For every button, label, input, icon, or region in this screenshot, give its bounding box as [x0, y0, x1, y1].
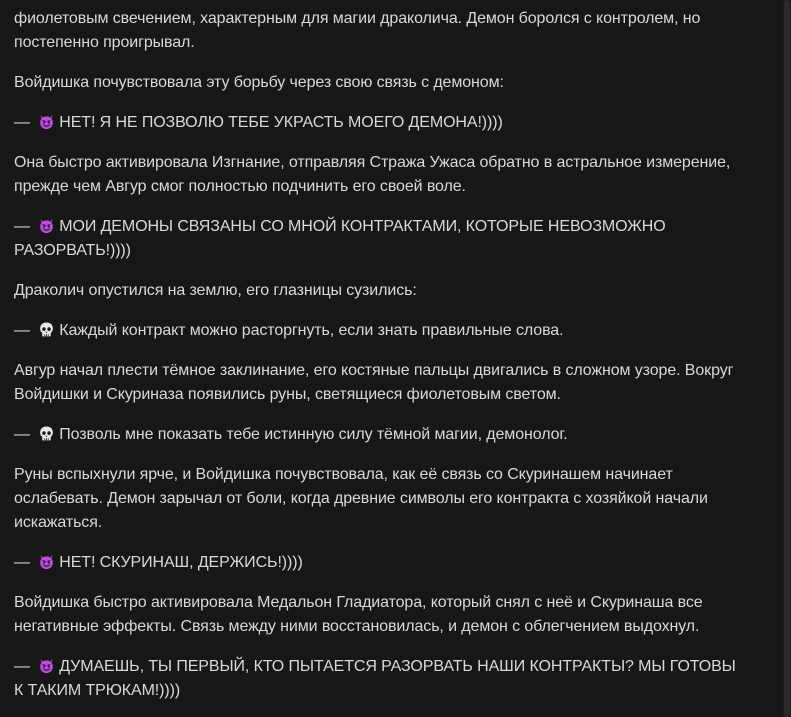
- em-dash: —: [14, 554, 35, 571]
- skull-emoji-icon: [38, 425, 55, 442]
- speech-text: Позволь мне показать тебе истинную силу тёмной магии, демонолог.: [59, 426, 568, 443]
- paragraph-text: Драколич опустился на землю, его глазницы сузились:: [14, 282, 417, 299]
- smiling-devil-emoji-icon: [38, 553, 55, 570]
- smiling-devil-emoji-icon: [38, 657, 55, 674]
- em-dash: —: [14, 114, 35, 131]
- paragraph-4: [14, 151, 749, 199]
- message-content: [14, 7, 749, 717]
- speech-line-3: [14, 319, 749, 343]
- em-dash: —: [14, 218, 35, 235]
- paragraph-6: [14, 279, 749, 303]
- speech-line-1: [14, 111, 749, 135]
- em-dash: —: [14, 322, 35, 339]
- scrollbar[interactable]: [783, 0, 791, 717]
- speech-line-4: [14, 423, 749, 447]
- speech-text: ДУМАЕШЬ, ТЫ ПЕРВЫЙ, КТО ПЫТАЕТСЯ РАЗОРВАТЬ НАШИ КОНТРАКТЫ? МЫ ГОТОВЫ К ТАКИМ ТРЮКАМ!)))): [14, 658, 736, 699]
- paragraph-1: [14, 7, 749, 55]
- speech-text: МОИ ДЕМОНЫ СВЯЗАНЫ СО МНОЙ КОНТРАКТАМИ, КОТОРЫЕ НЕВОЗМОЖНО РАЗОРВАТЬ!)))): [14, 218, 666, 259]
- speech-line-2: [14, 215, 749, 263]
- paragraph-8: [14, 359, 749, 407]
- em-dash: —: [14, 426, 35, 443]
- paragraph-text: Авгур начал плести тёмное заклинание, его костяные пальцы двигались в сложном узоре. Вокруг Войдишки и Скуриназа появились руны, светящиеся фиолетовым светом.: [14, 362, 734, 403]
- speech-line-5: [14, 551, 749, 575]
- paragraph-text: Войдишка почувствовала эту борьбу через свою связь с демоном:: [14, 74, 504, 91]
- skull-emoji-icon: [38, 321, 55, 338]
- em-dash: —: [14, 658, 35, 675]
- paragraph-12: [14, 591, 749, 639]
- speech-line-6: [14, 655, 749, 703]
- speech-text: НЕТ! СКУРИНАШ, ДЕРЖИСЬ!)))): [59, 554, 303, 571]
- paragraph-text: фиолетовым свечением, характерным для магии драколича. Демон боролся с контролем, но постепенно проигрывал.: [14, 10, 701, 51]
- paragraph-text: Руны вспыхнули ярче, и Войдишка почувствовала, как её связь со Скуринашем начинает ослабевать. Демон зарычал от боли, когда древние символы его контракта с хозяйкой начали искажаться.: [14, 466, 708, 531]
- scrollbar-thumb[interactable]: [784, 0, 790, 717]
- speech-text: НЕТ! Я НЕ ПОЗВОЛЮ ТЕБЕ УКРАСТЬ МОЕГО ДЕМОНА!)))): [59, 114, 503, 131]
- paragraph-2: [14, 71, 749, 95]
- speech-text: Каждый контракт можно расторгнуть, если знать правильные слова.: [59, 322, 564, 339]
- paragraph-10: [14, 463, 749, 535]
- smiling-devil-emoji-icon: [38, 113, 55, 130]
- smiling-devil-emoji-icon: [38, 217, 55, 234]
- paragraph-text: Она быстро активировала Изгнание, отправляя Стража Ужаса обратно в астральное измерение, прежде чем Авгур смог полностью подчинить его своей воле.: [14, 154, 731, 195]
- paragraph-text: Войдишка быстро активировала Медальон Гладиатора, который снял с неё и Скуринаша все негативные эффекты. Связь между ними восстановилась, и демон с облегчением выдохнул.: [14, 594, 703, 635]
